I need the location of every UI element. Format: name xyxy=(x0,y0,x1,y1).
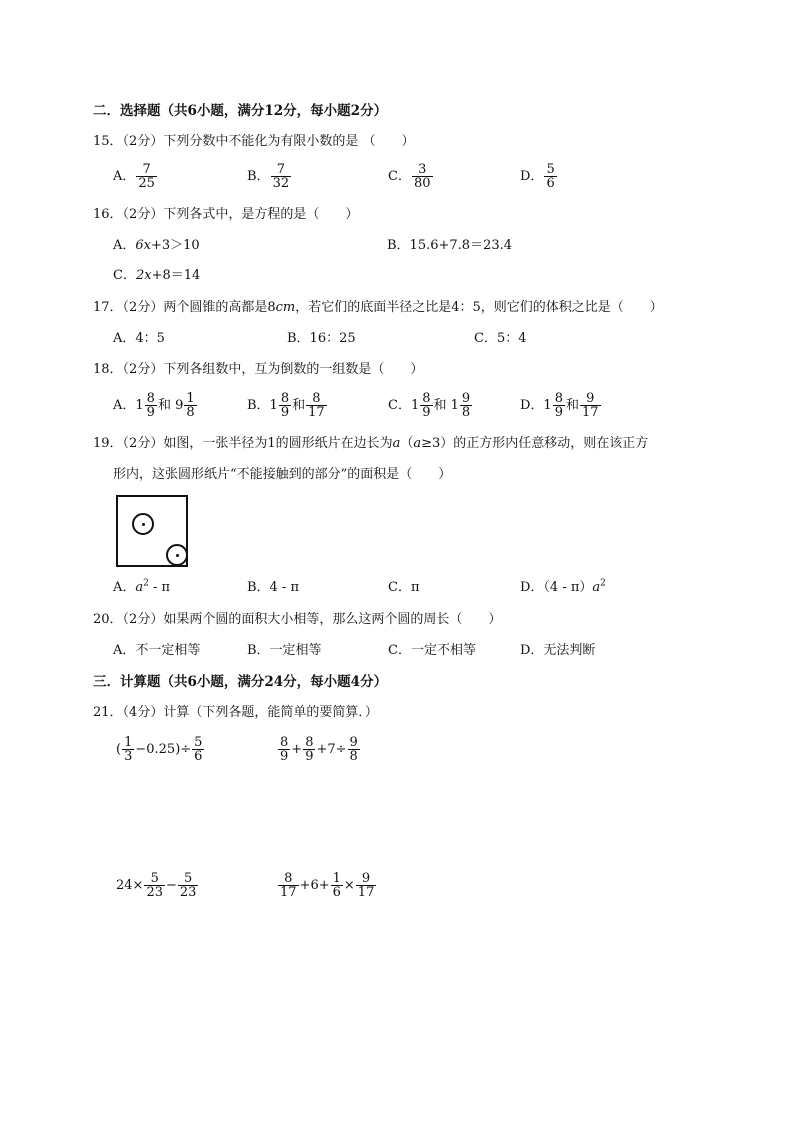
denominator: 9 xyxy=(554,405,563,420)
denominator: 23 xyxy=(179,885,197,900)
denominator: 25 xyxy=(138,176,155,191)
numerator: 1 xyxy=(186,391,195,406)
fraction xyxy=(348,736,360,763)
numerator: 9 xyxy=(580,392,601,406)
denominator: 23 xyxy=(146,885,163,900)
q19-option-b: B．4 - π xyxy=(247,580,300,595)
fraction xyxy=(303,736,315,763)
option-label: B． xyxy=(247,169,270,184)
denominator: 9 xyxy=(146,405,155,420)
numerator: 9 xyxy=(349,735,358,750)
fraction xyxy=(412,163,433,190)
q17-option-a: A．4：5 xyxy=(113,331,165,346)
numerator: 3 xyxy=(412,163,433,177)
numerator: 9 xyxy=(461,391,471,406)
numerator: 8 xyxy=(305,735,314,750)
question-19-stem xyxy=(93,436,648,452)
square-figure xyxy=(116,495,188,567)
expression-2 xyxy=(277,736,361,763)
q20-option-c: C．一定不相等 xyxy=(388,643,476,658)
numerator: 8 xyxy=(306,392,327,406)
question-18-stem: 18．（2分）下列各组数中，互为倒数的一组数是（ ） xyxy=(93,362,424,377)
option-label: A． xyxy=(113,580,136,595)
denominator: 8 xyxy=(349,749,358,764)
q19-option-a xyxy=(113,580,170,596)
denominator: 17 xyxy=(280,885,297,900)
fraction xyxy=(553,392,565,419)
q15-option-c xyxy=(388,163,434,190)
option-label: A．1 xyxy=(113,398,144,413)
operator-text: −0.25)÷ xyxy=(135,742,192,757)
denominator: 80 xyxy=(413,176,431,191)
denominator: 3 xyxy=(124,749,133,764)
operator-text: 24× xyxy=(116,878,144,893)
q18-option-a xyxy=(113,392,198,419)
numerator: 5 xyxy=(178,872,199,886)
fraction xyxy=(306,392,327,419)
numerator: 5 xyxy=(194,735,203,750)
operator-text: +6+ xyxy=(299,878,330,893)
section-heading-choice: 二．选择题（共6小题，满分12分，每小题2分） xyxy=(93,103,388,119)
denominator: 6 xyxy=(546,176,555,191)
question-17-stem xyxy=(93,300,663,316)
variable: a xyxy=(135,580,144,595)
denominator: 17 xyxy=(582,405,599,420)
operator-text: + xyxy=(291,742,303,757)
expression-3 xyxy=(116,872,199,899)
expression: +3＞10 xyxy=(151,238,200,253)
denominator: 32 xyxy=(272,176,290,191)
q17-option-b: B．16：25 xyxy=(287,331,356,346)
expression: - π xyxy=(148,580,171,595)
q20-option-b: B．一定相等 xyxy=(247,643,322,658)
exponent: 2 xyxy=(600,578,606,589)
variable: a xyxy=(392,436,401,451)
fraction xyxy=(356,872,377,899)
denominator: 9 xyxy=(280,749,289,764)
denominator: 9 xyxy=(305,749,314,764)
unit: cm xyxy=(275,300,296,315)
denominator: 6 xyxy=(194,749,203,764)
numerator: 1 xyxy=(124,735,133,750)
question-16-stem: 16．（2分）下列各式中，是方程的是（ ） xyxy=(93,207,359,222)
expression-4 xyxy=(277,872,377,899)
question-19-stem-line2: 形内，这张圆形纸片“不能接触到的部分”的面积是（ ） xyxy=(113,467,452,482)
q15-option-b xyxy=(247,163,292,190)
q16-option-c xyxy=(113,268,200,284)
connector-text: 和 xyxy=(292,398,306,413)
fraction xyxy=(192,736,204,763)
numerator: 8 xyxy=(280,735,289,750)
section-heading-calculation: 三．计算题（共6小题，满分24分，每小题4分） xyxy=(93,674,388,690)
question-15-stem: 15．（2分）下列分数中不能化为有限小数的是 （ ） xyxy=(93,134,415,149)
q18-option-c xyxy=(388,392,473,419)
fraction xyxy=(278,736,290,763)
question-21-stem: 21．（4分）计算（下列各题，能简单的要简算．） xyxy=(93,705,378,720)
fraction xyxy=(271,163,292,190)
denominator: 17 xyxy=(308,405,325,420)
numerator: 5 xyxy=(546,162,555,177)
option-label: C． xyxy=(113,268,136,283)
paren: ( xyxy=(116,742,122,757)
q15-option-d xyxy=(520,163,558,190)
operator-text: +7÷ xyxy=(316,742,347,757)
option-label: A． xyxy=(113,238,136,253)
numerator: 7 xyxy=(136,163,157,177)
denominator: 6 xyxy=(332,885,341,900)
connector-text: 和 9 xyxy=(157,398,184,413)
fraction xyxy=(122,736,134,763)
fraction xyxy=(420,392,432,419)
q20-option-a: A．不一定相等 xyxy=(113,643,201,658)
option-label: C．1 xyxy=(388,398,420,413)
fraction xyxy=(184,392,196,419)
fraction xyxy=(544,163,556,190)
circle-shape xyxy=(132,513,154,535)
expression-1 xyxy=(116,736,205,763)
numerator: 1 xyxy=(332,871,341,886)
numerator: 8 xyxy=(554,391,563,406)
fraction xyxy=(178,872,199,899)
q20-option-d: D．无法判断 xyxy=(520,643,596,658)
q19-option-c: C．π xyxy=(388,580,420,595)
denominator: 9 xyxy=(422,405,431,420)
option-label: B．1 xyxy=(247,398,278,413)
fraction xyxy=(136,163,157,190)
numerator: 9 xyxy=(356,872,377,886)
exponent: 2 xyxy=(143,578,149,589)
connector-text: 和 1 xyxy=(433,398,459,413)
variable: 2x xyxy=(135,268,152,283)
operator-text: × xyxy=(343,878,355,893)
numerator: 8 xyxy=(422,391,431,406)
center-dot xyxy=(142,523,145,526)
fraction xyxy=(144,872,165,899)
q16-option-a xyxy=(113,238,200,254)
fraction xyxy=(145,392,157,419)
option-label: C． xyxy=(388,169,411,184)
numerator: 5 xyxy=(144,872,165,886)
q19-option-d xyxy=(520,580,606,596)
expression: +8＝14 xyxy=(151,268,201,283)
option-label: D．1 xyxy=(520,398,552,413)
denominator: 8 xyxy=(186,405,195,420)
option-label: D．（4 - π） xyxy=(520,580,593,595)
variable: a xyxy=(413,436,422,451)
fraction xyxy=(278,872,299,899)
stem-part: ，若它们的底面半径之比是4：5，则它们的体积之比是（ ） xyxy=(295,300,663,315)
center-dot xyxy=(176,554,179,557)
numerator: 8 xyxy=(280,391,290,406)
stem-part: （ xyxy=(400,436,414,451)
connector-text: 和 xyxy=(565,398,579,413)
stem-part: 19．（2分）如图，一张半径为1的圆形纸片在边长为 xyxy=(93,436,393,451)
q18-option-d xyxy=(520,392,602,419)
stem-part: 17．（2分）两个圆锥的高都是8 xyxy=(93,300,276,315)
fraction xyxy=(279,392,291,419)
denominator: 9 xyxy=(280,405,290,420)
fraction xyxy=(331,872,343,899)
denominator: 8 xyxy=(461,405,471,420)
variable: 6x xyxy=(135,238,151,253)
question-20-stem: 20．（2分）如果两个圆的面积大小相等，那么这两个圆的周长（ ） xyxy=(93,612,502,627)
numerator: 8 xyxy=(146,391,155,406)
variable: a xyxy=(592,580,601,595)
circle-shape xyxy=(166,544,188,566)
numerator: 7 xyxy=(271,163,292,177)
q17-option-c: C．5：4 xyxy=(474,331,527,346)
option-label: A． xyxy=(113,169,136,184)
q16-option-b: B．15.6+7.8＝23.4 xyxy=(387,238,513,253)
denominator: 17 xyxy=(357,885,375,900)
q15-option-a xyxy=(113,163,158,190)
option-label: D． xyxy=(520,169,544,184)
fraction xyxy=(580,392,601,419)
stem-part: ≥3）的正方形内任意移动，则在该正方 xyxy=(421,436,649,451)
operator-text: − xyxy=(165,878,177,893)
numerator: 8 xyxy=(278,872,299,886)
fraction xyxy=(460,392,472,419)
q18-option-b xyxy=(247,392,328,419)
